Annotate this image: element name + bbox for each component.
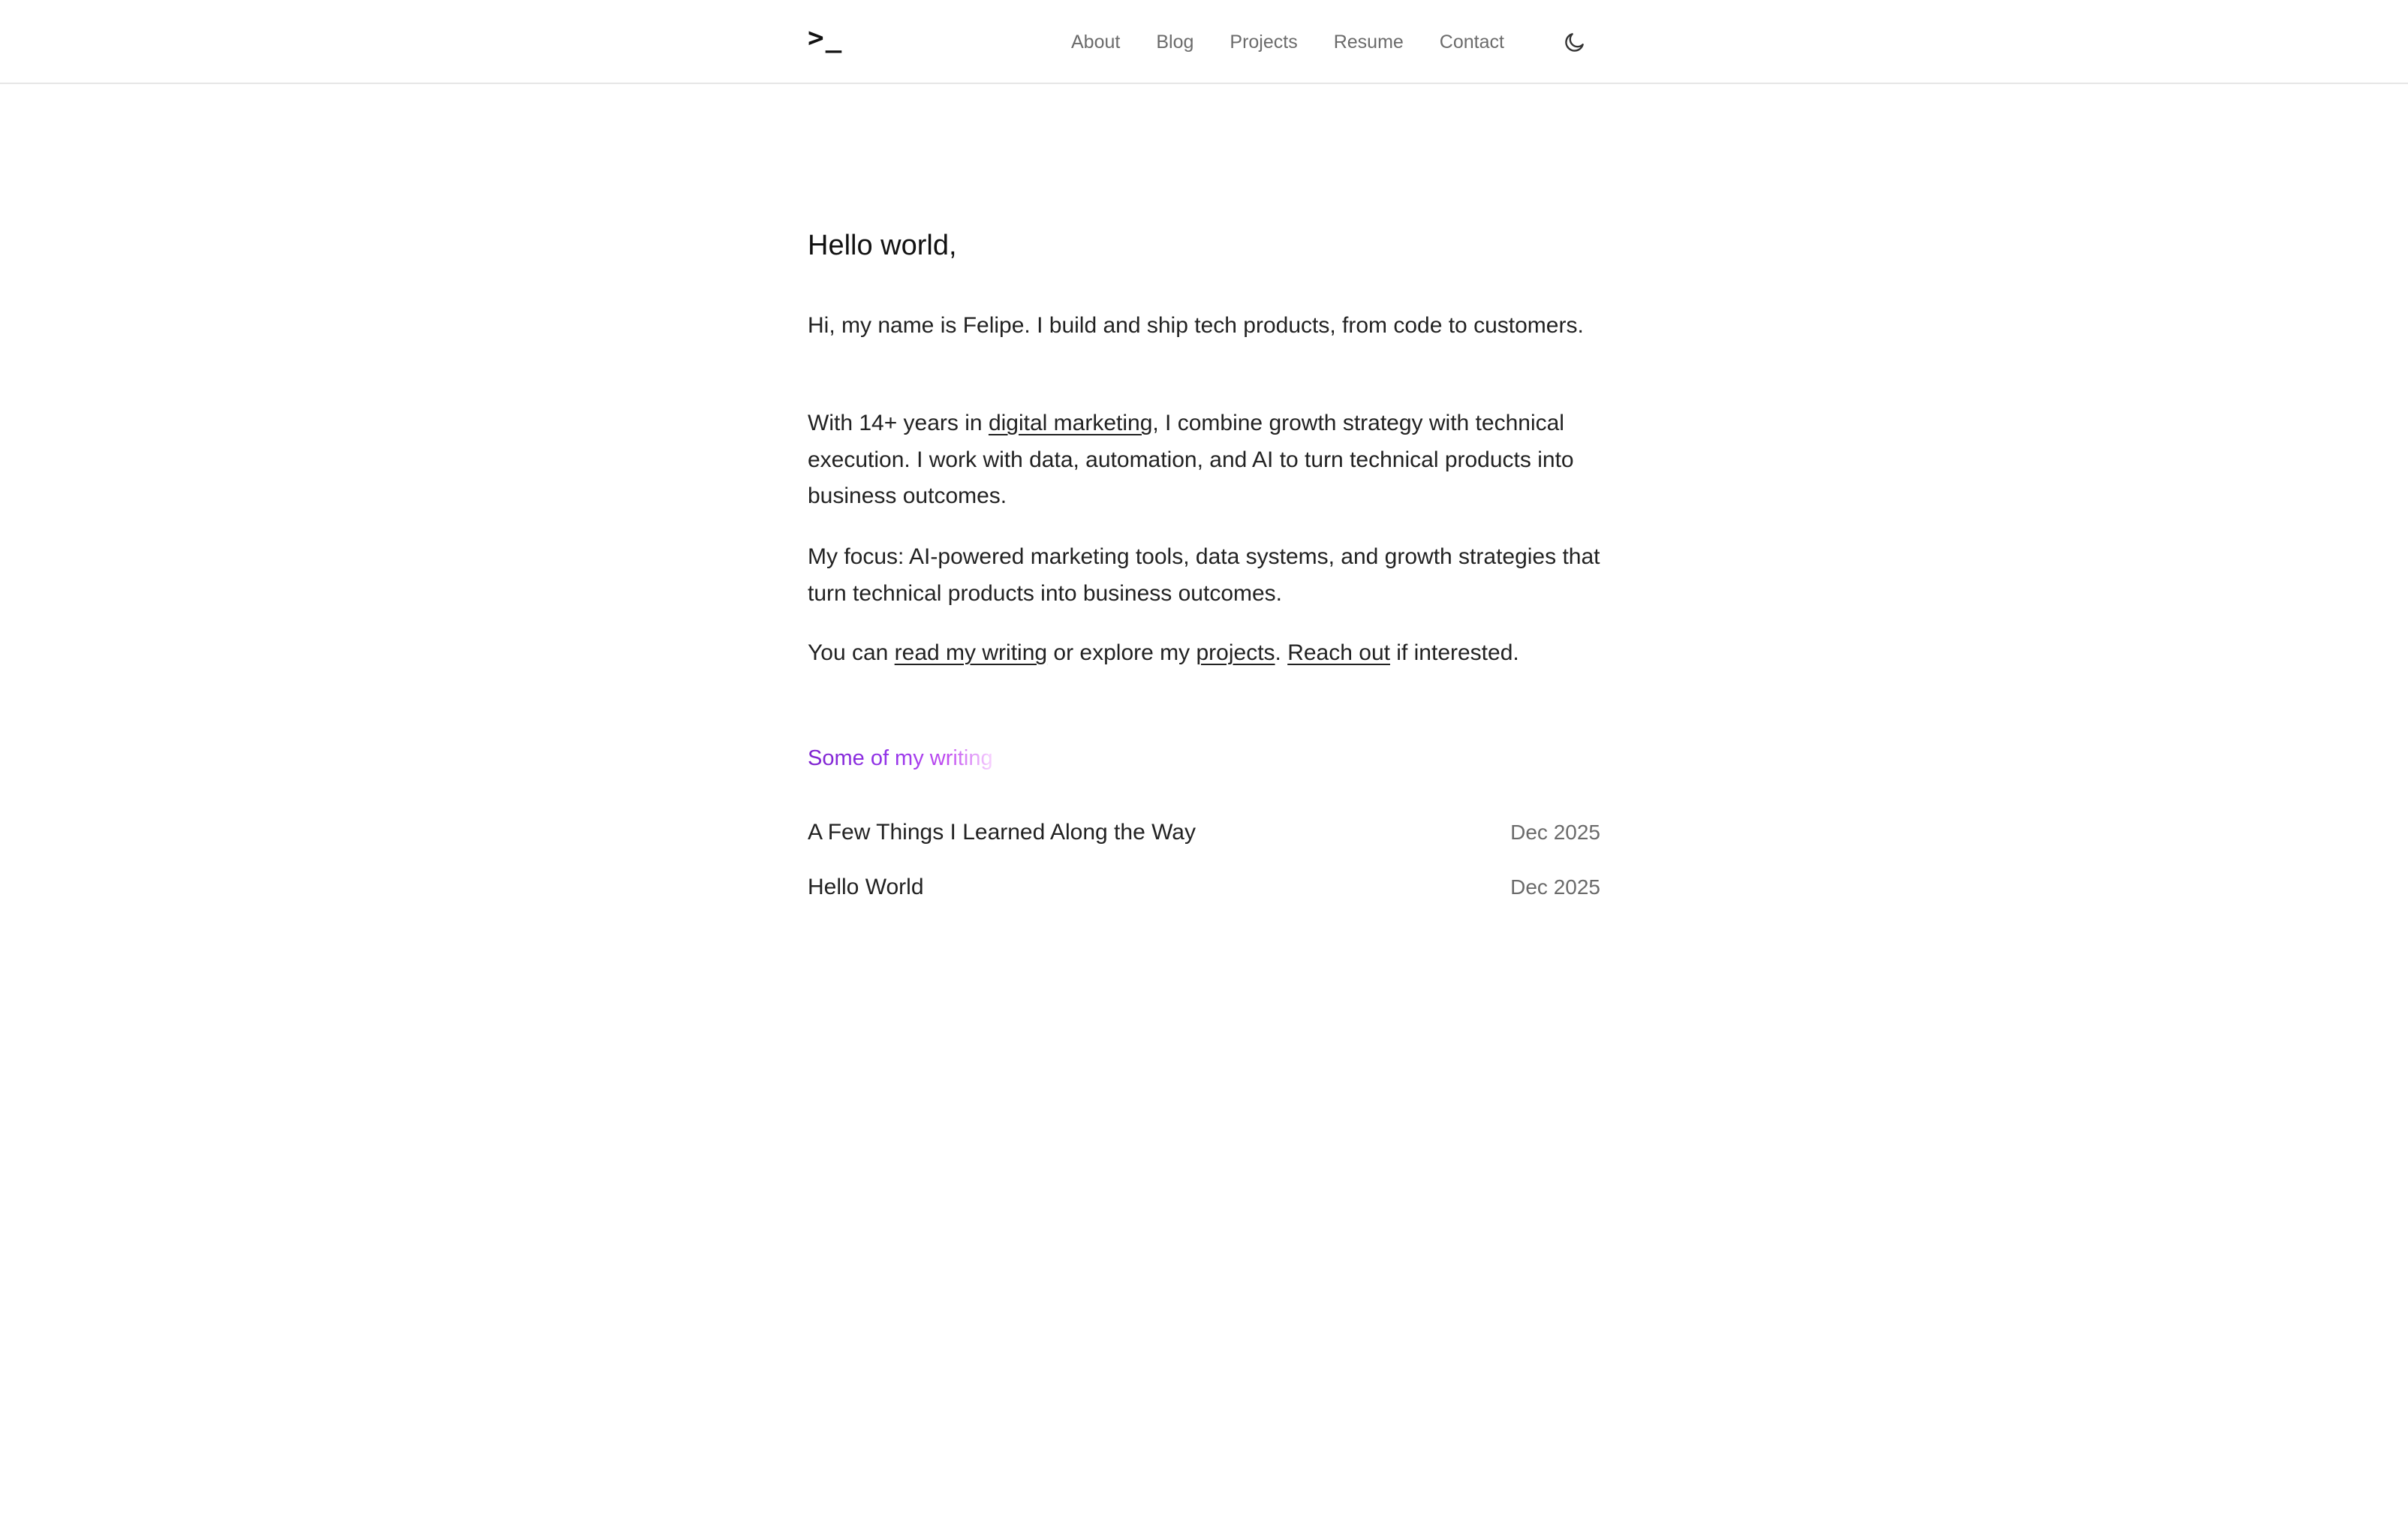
main-nav: [1071, 27, 1504, 57]
digital-marketing-link[interactable]: digital marketing: [988, 411, 1153, 435]
site-logo[interactable]: >_: [808, 23, 844, 53]
nav-link-resume[interactable]: Resume: [1333, 32, 1404, 53]
focus-paragraph: My focus: AI-powered marketing tools, data systems, and growth strategies that turn technical products into business outcomes.: [808, 544, 1600, 606]
post-list: [808, 805, 1600, 914]
moon-icon: [1563, 30, 1587, 54]
theme-toggle-button[interactable]: [1560, 27, 1590, 57]
writing-section-heading: Some of my writing: [808, 746, 993, 770]
post-item[interactable]: [808, 860, 1600, 914]
site-header: [0, 0, 2408, 84]
nav-link-about[interactable]: About: [1071, 32, 1121, 53]
links-paragraph: [808, 635, 1603, 672]
post-title: A Few Things I Learned Along the Way: [808, 819, 1196, 845]
links-text-4: if interested.: [1389, 640, 1519, 665]
intro-paragraph: Hi, my name is Felipe. I build and ship tech products, from code to customers.: [808, 313, 1584, 338]
nav-link-blog[interactable]: Blog: [1156, 32, 1194, 53]
read-my-writing-link[interactable]: read my writing: [894, 640, 1048, 665]
experience-text-end: , I combine growth strategy with technical execution. I work with data, automation, and AI to turn technical products into business outcomes.: [808, 411, 1574, 508]
experience-text-start: With 14+ years in: [808, 411, 989, 435]
nav-link-contact[interactable]: Contact: [1439, 32, 1504, 53]
links-text-1: You can: [808, 640, 895, 665]
page-title: Hello world,: [808, 230, 957, 261]
projects-link[interactable]: projects: [1196, 640, 1275, 665]
post-item[interactable]: [808, 805, 1600, 860]
nav-link-projects[interactable]: Projects: [1230, 32, 1298, 53]
reach-out-link[interactable]: Reach out: [1287, 640, 1390, 665]
post-date: Dec 2025: [1510, 820, 1600, 844]
post-title: Hello World: [808, 874, 924, 899]
links-text-2: or explore my: [1047, 640, 1196, 665]
experience-paragraph: [808, 405, 1603, 515]
links-text-3: .: [1275, 640, 1288, 665]
post-date: Dec 2025: [1510, 875, 1600, 899]
